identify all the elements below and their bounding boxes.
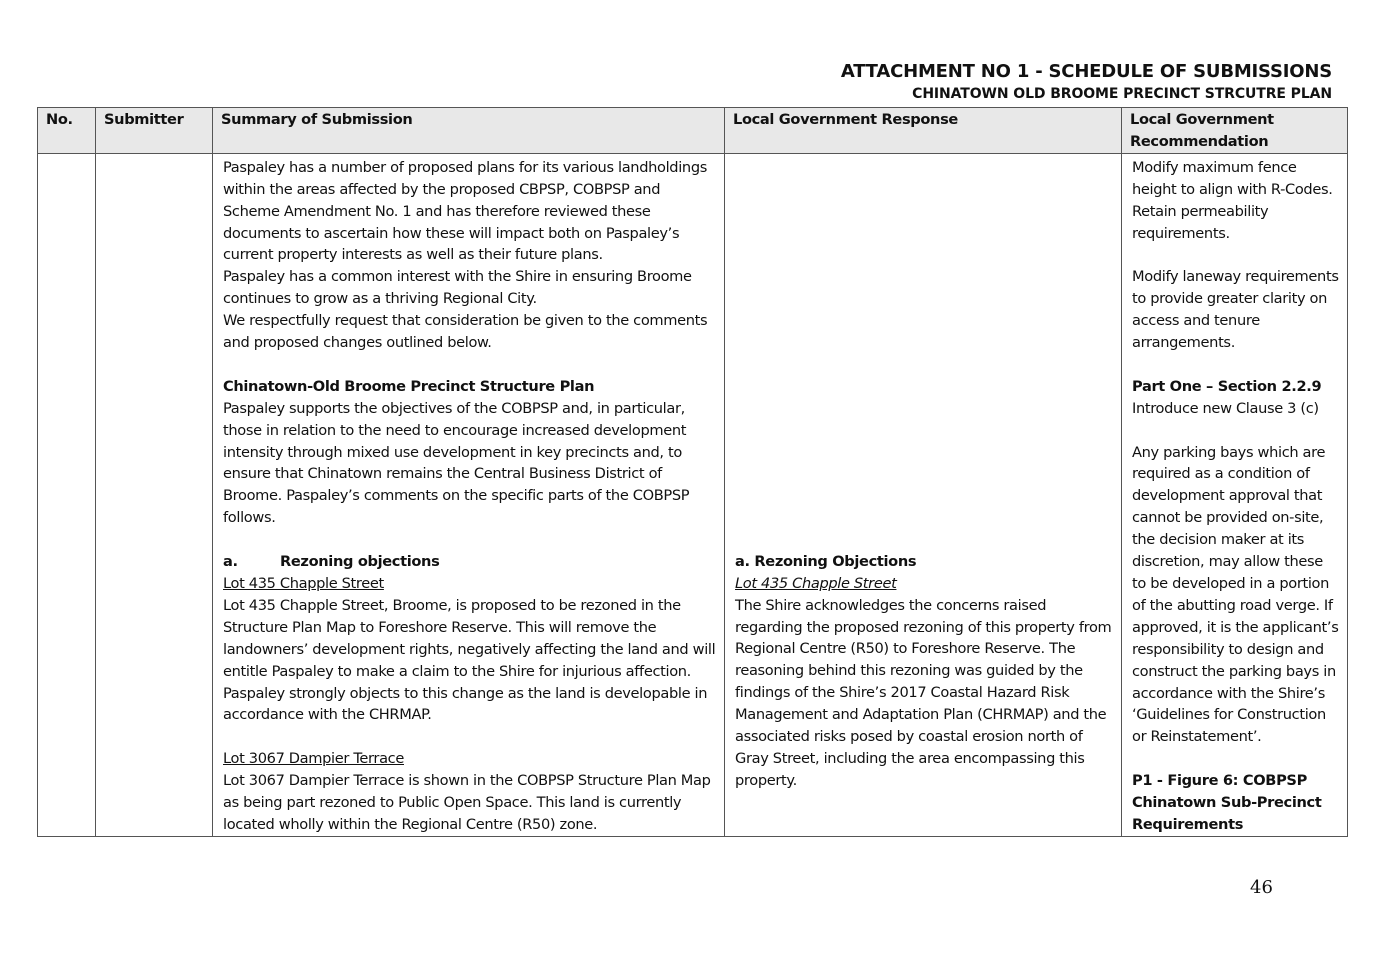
- subsection-letter: a.: [223, 553, 238, 571]
- column-header-response: Local Government Response: [725, 108, 1122, 154]
- summary-paragraph: Paspaley supports the objectives of the COBPSP and, in particular, those in relation to the need to encourage increased development intensity through mixed use development in key precincts and, to ensure that Chinatown remains the Central Business District of Broome. Paspaley’s comments on the specific parts of the COBPSP follows.: [223, 399, 690, 527]
- lot-heading: Lot 3067 Dampier Terrace: [223, 750, 404, 768]
- summary-paragraph: Lot 435 Chapple Street, Broome, is proposed to be rezoned in the Structure Plan Map to Foreshore Reserve. This will remove the landowners’ development rights, negatively affecting the land and will entitle Paspaley to make a claim to the Shire for injurious affection. Paspaley strongly objects to this change as the land is developable in accordance with the CHRMAP.: [223, 596, 716, 724]
- lot-heading: Lot 435 Chapple Street: [223, 575, 384, 592]
- summary-paragraph: Paspaley has a number of proposed plans for its various landholdings within the areas affected by the proposed CBPSP, COBPSP and Scheme Amendment No. 1 and has therefore reviewed these documents to ascertain how these will impact both on Paspaley’s current property interests as well as their future plans.: [223, 158, 707, 264]
- paragraph-spacer: [223, 726, 716, 748]
- cell-recommendation: [1122, 153, 1348, 836]
- summary-subsection-heading: [223, 551, 716, 573]
- summary-section-heading: Chinatown-Old Broome Precinct Structure Plan: [223, 377, 595, 395]
- subsection-title: Rezoning objections: [280, 553, 440, 571]
- document-title: ATTACHMENT NO 1 - SCHEDULE OF SUBMISSIONS: [840, 61, 1332, 82]
- paragraph-spacer: [1132, 354, 1339, 376]
- recommendation-figure-heading: P1 - Figure 6: COBPSP Chinatown Sub-Precinct Requirements: [1132, 772, 1322, 833]
- document-header: [841, 60, 1332, 104]
- response-heading: a. Rezoning Objections: [735, 552, 917, 570]
- recommendation-paragraph: Modify laneway requirements to provide greater clarity on access and tenure arrangements.: [1132, 268, 1339, 352]
- cell-summary: [213, 153, 725, 836]
- page-number: 46: [1250, 877, 1273, 898]
- recommendation-paragraph: Introduce new Clause 3 (c): [1132, 399, 1319, 417]
- recommendation-paragraph: Modify maximum fence height to align with R-Codes. Retain permeability requirements.: [1132, 158, 1333, 242]
- column-header-summary: Summary of Submission: [213, 108, 725, 154]
- paragraph-spacer: [1132, 420, 1339, 442]
- recommendation-section-heading: Part One – Section 2.2.9: [1132, 377, 1322, 395]
- submissions-table: [37, 107, 1348, 837]
- paragraph-spacer: [223, 354, 716, 376]
- summary-paragraph: Lot 3067 Dampier Terrace is shown in the COBPSP Structure Plan Map as being part rezoned to Public Open Space. This land is currently located wholly within the Regional Centre (R50) zone.: [223, 772, 711, 833]
- column-header-submitter: Submitter: [96, 108, 213, 154]
- response-spacer: [735, 157, 1113, 551]
- recommendation-paragraph: Any parking bays which are required as a condition of development approval that cannot be provided on-site, the decision maker at its discretion, may allow these to be developed in a portion of the abutting road verge. If approved, it is the applicant’s responsibility to design and construct the parking bays in accordance with the Shire’s ‘Guidelines for Construction or Reinstatement’.: [1132, 443, 1339, 746]
- cell-response: [725, 153, 1122, 836]
- paragraph-spacer: [1132, 748, 1339, 770]
- paragraph-spacer: [223, 529, 716, 551]
- document-subtitle: CHINATOWN OLD BROOME PRECINCT STRCUTRE PLAN: [912, 86, 1332, 102]
- column-header-recommendation: Local Government Recommendation: [1122, 108, 1348, 154]
- summary-paragraph: Paspaley has a common interest with the Shire in ensuring Broome continues to grow as a thriving Regional City.: [223, 268, 692, 308]
- summary-paragraph: We respectfully request that consideration be given to the comments and proposed changes outlined below.: [223, 312, 708, 352]
- cell-submitter: [96, 153, 213, 836]
- paragraph-spacer: [1132, 244, 1339, 266]
- cell-no: [38, 153, 96, 836]
- table-header-row: [38, 108, 1348, 154]
- table-row: [38, 153, 1348, 836]
- response-subheading: Lot 435 Chapple Street: [735, 574, 897, 592]
- column-header-no: No.: [38, 108, 96, 154]
- response-paragraph: The Shire acknowledges the concerns raised regarding the proposed rezoning of this property from Regional Centre (R50) to Foreshore Reserve. The reasoning behind this rezoning was guided by the findings of the Shire’s 2017 Coastal Hazard Risk Management and Adaptation Plan (CHRMAP) and the associated risks posed by coastal erosion north of Gray Street, including the area encompassing this property.: [735, 596, 1112, 789]
